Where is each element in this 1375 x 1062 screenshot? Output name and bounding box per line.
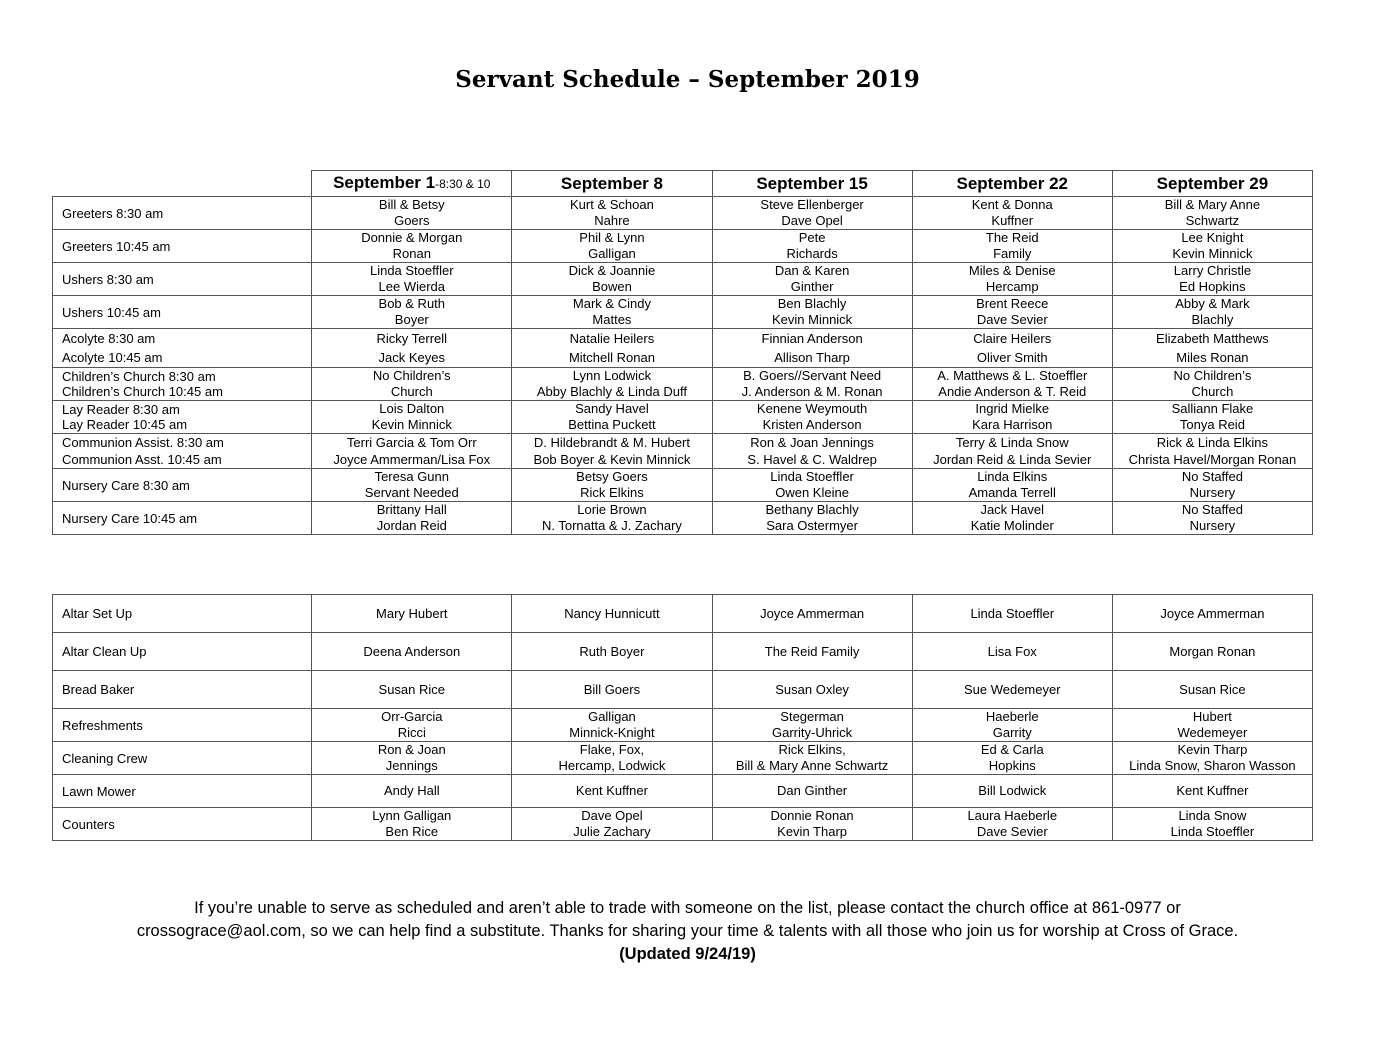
assignment-cell xyxy=(912,469,1112,502)
task-name: Ricci xyxy=(397,725,426,740)
assignment-name: A. Matthews & L. Stoeffler xyxy=(937,368,1088,383)
task-name: Deena Anderson xyxy=(363,643,461,659)
task-name: Wedemeyer xyxy=(1177,725,1248,740)
assignment-name: Church xyxy=(1191,384,1234,399)
assignment-name: Linda Stoeffler xyxy=(369,263,454,278)
task-name: Kent Kuffner xyxy=(1176,783,1249,798)
assignment-name: D. Hildebrandt & M. Hubert xyxy=(533,435,690,450)
task-cell xyxy=(912,775,1112,808)
assignment-name: Andie Anderson & T. Reid xyxy=(938,384,1087,399)
assignment-name: Mitchell Ronan xyxy=(568,350,655,365)
assignment-cell xyxy=(1112,230,1312,263)
role-label-line: Nursery Care 10:45 am xyxy=(62,510,198,526)
task-cell xyxy=(312,808,512,841)
assignment-name: Kara Harrison xyxy=(972,417,1053,432)
assignment-name: J. Anderson & M. Ronan xyxy=(741,384,883,399)
role-label-line: Communion Assist. 8:30 am xyxy=(62,435,224,450)
assignment-cell xyxy=(712,469,912,502)
task-cell xyxy=(912,595,1112,633)
assignment-name: Miles & Denise xyxy=(968,263,1056,278)
assignment-cell xyxy=(1112,368,1312,401)
task-row xyxy=(53,742,1313,775)
assignment-cell xyxy=(512,401,712,434)
header-date: September 22 xyxy=(912,171,1112,197)
assignment-name: Katie Molinder xyxy=(970,518,1054,533)
assignment-cell xyxy=(312,230,512,263)
assignment-name: Ingrid Mielke xyxy=(975,401,1050,416)
task-cell xyxy=(712,595,912,633)
assignment-cell xyxy=(312,263,512,296)
task-row xyxy=(53,775,1313,808)
assignment-name: Lee Knight xyxy=(1181,230,1244,245)
task-cell xyxy=(1112,633,1312,671)
footer-line: crossograce@aol.com, so we can help find a substitute. Thanks for sharing your time & talents with all those who join us for worship at Cross of Grace. xyxy=(136,922,1239,940)
assignment-cell xyxy=(1112,502,1312,535)
footer-note xyxy=(0,897,1375,966)
task-name: Susan Rice xyxy=(378,681,446,697)
assignment-name: Brent Reece xyxy=(976,296,1049,311)
task-cell xyxy=(912,633,1112,671)
assignment-name: Rick Elkins xyxy=(580,485,644,500)
task-name: Ruth Boyer xyxy=(579,643,645,659)
task-cell xyxy=(512,742,712,775)
assignment-cell xyxy=(512,434,712,469)
task-name: Linda Snow xyxy=(1178,808,1247,823)
assignment-cell xyxy=(912,296,1112,329)
assignment-name: Family xyxy=(993,246,1032,261)
task-cell xyxy=(512,633,712,671)
task-label: Counters xyxy=(53,808,312,841)
task-cell xyxy=(512,595,712,633)
assignment-name: Terri Garcia & Tom Orr xyxy=(346,435,477,450)
assignment-name: Ed Hopkins xyxy=(1179,279,1246,294)
schedule-row xyxy=(53,368,1313,401)
role-label xyxy=(53,368,312,401)
assignment-cell xyxy=(912,197,1112,230)
task-cell xyxy=(712,775,912,808)
assignment-name: Linda Elkins xyxy=(977,469,1048,484)
assignment-name: Finnian Anderson xyxy=(761,331,863,346)
role-label xyxy=(53,401,312,434)
schedule-row xyxy=(53,469,1313,502)
task-name: Hubert xyxy=(1192,709,1232,724)
task-name: Joyce Ammerman xyxy=(760,605,865,621)
task-name: Morgan Ronan xyxy=(1169,643,1256,659)
assignment-name: Nursery xyxy=(1189,485,1236,500)
assignment-name: Schwartz xyxy=(1185,213,1240,228)
task-label: Altar Set Up xyxy=(53,595,312,633)
assignment-cell xyxy=(312,368,512,401)
assignment-name: Christa Havel/Morgan Ronan xyxy=(1128,452,1297,467)
assignment-name: No Children’s xyxy=(372,368,451,383)
assignment-name: Bill & Betsy xyxy=(378,197,445,212)
task-name: Garrity xyxy=(992,725,1032,740)
task-row xyxy=(53,671,1313,709)
role-label-line: Nursery Care 8:30 am xyxy=(62,477,190,493)
role-label-line: Ushers 10:45 am xyxy=(62,304,161,320)
assignment-cell xyxy=(512,230,712,263)
assignment-cell xyxy=(1112,197,1312,230)
task-cell xyxy=(312,671,512,709)
assignment-name: Allison Tharp xyxy=(774,350,850,365)
role-label-line: Greeters 10:45 am xyxy=(62,238,171,254)
task-cell xyxy=(312,709,512,742)
task-name: Joyce Ammerman xyxy=(1160,605,1265,621)
task-name: Flake, Fox, xyxy=(579,742,645,757)
task-name: Galligan xyxy=(588,709,636,724)
role-label xyxy=(53,197,312,230)
assignment-name: Dick & Joannie xyxy=(568,263,656,278)
schedule-row xyxy=(53,434,1313,469)
task-name: Susan Oxley xyxy=(775,681,849,697)
task-cell xyxy=(912,808,1112,841)
task-cell xyxy=(1112,742,1312,775)
assignment-name: Kevin Minnick xyxy=(371,417,452,432)
task-row xyxy=(53,808,1313,841)
task-cell xyxy=(912,671,1112,709)
assignment-name: Sara Ostermyer xyxy=(766,518,858,533)
assignment-name: No Children’s xyxy=(1173,368,1252,383)
assignment-cell xyxy=(712,401,912,434)
assignment-name: Natalie Heilers xyxy=(569,331,655,346)
task-name: Mary Hubert xyxy=(376,605,448,621)
assignment-name: Ginther xyxy=(790,279,834,294)
assignment-name: Bob & Ruth xyxy=(378,296,446,311)
assignment-name: Larry Christle xyxy=(1173,263,1252,278)
assignment-cell xyxy=(1112,434,1312,469)
task-name: Hopkins xyxy=(988,758,1036,773)
assignment-cell xyxy=(712,296,912,329)
header-blank xyxy=(53,171,312,197)
assignment-name: No Staffed xyxy=(1181,469,1244,484)
task-cell xyxy=(312,775,512,808)
task-cell xyxy=(1112,775,1312,808)
assignment-cell xyxy=(712,434,912,469)
assignment-name: N. Tornatta & J. Zachary xyxy=(541,518,682,533)
assignment-name: Church xyxy=(390,384,433,399)
role-label xyxy=(53,230,312,263)
schedule-row xyxy=(53,197,1313,230)
updated-date: (Updated 9/24/19) xyxy=(619,945,756,963)
task-row xyxy=(53,633,1313,671)
assignment-name: Sandy Havel xyxy=(575,401,649,416)
assignment-cell xyxy=(912,368,1112,401)
task-cell xyxy=(512,709,712,742)
assignment-name: Bettina Puckett xyxy=(568,417,656,432)
task-cell xyxy=(912,742,1112,775)
task-cell xyxy=(712,709,912,742)
task-name: Dave Opel xyxy=(581,808,643,823)
task-label: Altar Clean Up xyxy=(53,633,312,671)
assignment-cell xyxy=(912,263,1112,296)
task-name: Dave Sevier xyxy=(976,824,1048,839)
assignment-cell xyxy=(312,469,512,502)
assignment-name: Kurt & Schoan xyxy=(570,197,654,212)
role-label xyxy=(53,263,312,296)
assignment-cell xyxy=(1112,401,1312,434)
schedule-row xyxy=(53,329,1313,368)
assignment-cell xyxy=(712,197,912,230)
assignment-cell xyxy=(512,263,712,296)
assignment-cell xyxy=(1112,296,1312,329)
schedule-row xyxy=(53,230,1313,263)
assignment-name: Kenene Weymouth xyxy=(756,401,868,416)
task-name: Nancy Hunnicutt xyxy=(564,605,660,621)
assignment-cell xyxy=(1112,469,1312,502)
header-date: September 1-8:30 & 10 xyxy=(312,171,512,197)
task-label: Bread Baker xyxy=(53,671,312,709)
assignment-name: Goers xyxy=(394,213,430,228)
role-label-line: Ushers 8:30 am xyxy=(62,271,154,287)
tasks-table xyxy=(52,594,1313,841)
assignment-name: No Staffed xyxy=(1181,502,1244,517)
assignment-name: Elizabeth Matthews xyxy=(1156,331,1269,346)
assignment-name: Oliver Smith xyxy=(976,350,1048,365)
assignment-cell xyxy=(912,401,1112,434)
assignment-name: The Reid xyxy=(985,230,1039,245)
assignment-name: Dave Sevier xyxy=(976,312,1048,327)
assignment-name: Kevin Minnick xyxy=(771,312,853,327)
assignment-cell xyxy=(312,502,512,535)
task-name: The Reid Family xyxy=(764,643,860,659)
task-row xyxy=(53,709,1313,742)
task-cell xyxy=(512,808,712,841)
role-label xyxy=(53,469,312,502)
assignment-cell xyxy=(712,230,912,263)
assignment-name: Linda Stoeffler xyxy=(770,469,854,484)
assignment-cell xyxy=(512,502,712,535)
task-name: Linda Stoeffler xyxy=(1170,824,1255,839)
assignment-cell xyxy=(512,197,712,230)
role-label-line: Greeters 8:30 am xyxy=(62,205,164,221)
task-name: Kevin Tharp xyxy=(1177,742,1248,757)
assignment-name: Amanda Terrell xyxy=(968,485,1056,500)
assignment-name: Galligan xyxy=(588,246,636,261)
task-name: Orr-Garcia xyxy=(381,709,443,724)
assignment-name: Phil & Lynn xyxy=(579,230,645,245)
task-name: Jennings xyxy=(385,758,438,773)
task-name: Lisa Fox xyxy=(987,643,1037,659)
task-label: Refreshments xyxy=(53,709,312,742)
assignment-name: Tonya Reid xyxy=(1179,417,1245,432)
assignment-name: Nahre xyxy=(594,213,630,228)
assignment-cell xyxy=(1112,263,1312,296)
header-row xyxy=(53,171,1313,197)
task-name: Kevin Tharp xyxy=(777,824,848,839)
assignment-cell xyxy=(512,296,712,329)
assignment-name: Bob Boyer & Kevin Minnick xyxy=(533,452,691,467)
assignment-name: Ronan xyxy=(392,246,431,261)
header-date: September 29 xyxy=(1112,171,1312,197)
assignment-name: Blachly xyxy=(1191,312,1234,327)
assignment-name: Betsy Goers xyxy=(576,469,648,484)
assignment-name: Servant Needed xyxy=(364,485,459,500)
role-label xyxy=(53,296,312,329)
task-name: Ron & Joan xyxy=(377,742,446,757)
task-name: Sue Wedemeyer xyxy=(963,681,1061,697)
schedule-row xyxy=(53,401,1313,434)
role-label xyxy=(53,502,312,535)
assignment-name: Kristen Anderson xyxy=(762,417,862,432)
task-name: Bill & Mary Anne Schwartz xyxy=(735,758,889,773)
assignment-name: Kevin Minnick xyxy=(1172,246,1253,261)
schedule-table xyxy=(52,170,1313,535)
role-label-line: Communion Asst. 10:45 am xyxy=(62,452,222,467)
assignment-name: Nursery xyxy=(1189,518,1236,533)
task-name: Bill Lodwick xyxy=(978,783,1047,798)
task-cell xyxy=(1112,595,1312,633)
assignment-name: Bill & Mary Anne xyxy=(1164,197,1261,212)
task-name: Kent Kuffner xyxy=(575,783,648,798)
assignment-cell xyxy=(712,329,912,368)
assignment-name: Lee Wierda xyxy=(378,279,446,294)
assignment-name: Abby Blachly & Linda Duff xyxy=(536,384,687,399)
task-name: Linda Snow, Sharon Wasson xyxy=(1129,758,1296,773)
assignment-name: Mattes xyxy=(592,312,632,327)
header-date: September 15 xyxy=(712,171,912,197)
assignment-name: Salliann Flake xyxy=(1171,401,1254,416)
task-cell xyxy=(312,595,512,633)
assignment-name: Abby & Mark xyxy=(1175,296,1250,311)
assignment-cell xyxy=(1112,329,1312,368)
assignment-cell xyxy=(512,329,712,368)
role-label-line: Lay Reader 8:30 am xyxy=(62,402,180,417)
assignment-name: Kuffner xyxy=(991,213,1034,228)
assignment-name: Claire Heilers xyxy=(973,331,1052,346)
task-cell xyxy=(312,633,512,671)
assignment-name: Lorie Brown xyxy=(577,502,647,517)
task-name: Andy Hall xyxy=(383,783,440,798)
assignment-name: Miles Ronan xyxy=(1176,350,1249,365)
assignment-name: Joyce Ammerman/Lisa Fox xyxy=(333,452,491,467)
role-label xyxy=(53,329,312,368)
assignment-name: Jack Havel xyxy=(980,502,1045,517)
task-name: Julie Zachary xyxy=(573,824,651,839)
task-name: Rick Elkins, xyxy=(778,742,846,757)
assignment-name: Teresa Gunn xyxy=(374,469,449,484)
assignment-name: Bowen xyxy=(592,279,632,294)
footer-line: If you’re unable to serve as scheduled and aren’t able to trade with someone on the list, please contact the church office at 861-0977 or xyxy=(194,899,1181,917)
assignment-name: Brittany Hall xyxy=(376,502,447,517)
assignment-name: Donnie & Morgan xyxy=(361,230,463,245)
assignment-name: Ron & Joan Jennings xyxy=(750,435,874,450)
assignment-name: Mark & Cindy xyxy=(572,296,651,311)
task-cell xyxy=(1112,808,1312,841)
task-name: Dan Ginther xyxy=(777,783,848,798)
task-name: Minnick-Knight xyxy=(569,725,655,740)
assignment-name: Owen Kleine xyxy=(775,485,849,500)
role-label xyxy=(53,434,312,469)
assignment-cell xyxy=(712,368,912,401)
task-name: Laura Haeberle xyxy=(967,808,1058,823)
assignment-name: Boyer xyxy=(394,312,429,327)
assignment-cell xyxy=(912,502,1112,535)
assignment-name: Bethany Blachly xyxy=(765,502,859,517)
schedule-row xyxy=(53,296,1313,329)
assignment-cell xyxy=(912,230,1112,263)
assignment-name: Jordan Reid xyxy=(376,518,447,533)
assignment-name: Steve Ellenberger xyxy=(760,197,864,212)
assignment-cell xyxy=(912,329,1112,368)
assignment-name: Jack Keyes xyxy=(378,350,446,365)
task-cell xyxy=(1112,671,1312,709)
role-label-line: Acolyte 8:30 am xyxy=(62,331,156,346)
task-name: Susan Rice xyxy=(1179,681,1246,697)
assignment-cell xyxy=(512,469,712,502)
assignment-name: Kent & Donna xyxy=(971,197,1053,212)
task-cell xyxy=(512,775,712,808)
task-cell xyxy=(1112,709,1312,742)
assignment-name: S. Havel & C. Waldrep xyxy=(747,452,877,467)
assignment-cell xyxy=(312,296,512,329)
schedule-row xyxy=(53,263,1313,296)
task-label: Cleaning Crew xyxy=(53,742,312,775)
assignment-cell xyxy=(712,502,912,535)
task-cell xyxy=(512,671,712,709)
assignment-name: Richards xyxy=(786,246,838,261)
assignment-name: Ricky Terrell xyxy=(376,331,448,346)
task-name: Linda Stoeffler xyxy=(970,605,1055,621)
header-date: September 8 xyxy=(512,171,712,197)
assignment-cell xyxy=(912,434,1112,469)
task-cell xyxy=(712,742,912,775)
assignment-name: Lois Dalton xyxy=(379,401,445,416)
assignment-cell xyxy=(312,401,512,434)
task-name: Lynn Galligan xyxy=(372,808,452,823)
task-label: Lawn Mower xyxy=(53,775,312,808)
assignment-cell xyxy=(312,197,512,230)
assignment-cell xyxy=(312,329,512,368)
task-name: Stegerman xyxy=(780,709,844,724)
task-name: Haeberle xyxy=(985,709,1039,724)
role-label-line: Children’s Church 10:45 am xyxy=(62,384,223,399)
task-name: Donnie Ronan xyxy=(770,808,854,823)
assignment-name: Hercamp xyxy=(985,279,1039,294)
page-title: Servant Schedule – September 2019 xyxy=(455,66,920,93)
task-name: Bill Goers xyxy=(583,681,641,697)
assignment-name: Terry & Linda Snow xyxy=(955,435,1069,450)
assignment-name: Jordan Reid & Linda Sevier xyxy=(933,452,1092,467)
task-name: Garrity-Uhrick xyxy=(772,725,853,740)
assignment-cell xyxy=(512,368,712,401)
task-cell xyxy=(712,808,912,841)
role-label-line: Lay Reader 10:45 am xyxy=(62,417,188,432)
assignment-name: Pete xyxy=(798,230,826,245)
schedule-row xyxy=(53,502,1313,535)
assignment-name: Dave Opel xyxy=(781,213,843,228)
assignment-cell xyxy=(312,434,512,469)
assignment-name: Ben Blachly xyxy=(777,296,847,311)
assignment-name: Dan & Karen xyxy=(774,263,850,278)
assignment-cell xyxy=(712,263,912,296)
assignment-name: Rick & Linda Elkins xyxy=(1156,435,1269,450)
task-name: Ben Rice xyxy=(385,824,439,839)
task-cell xyxy=(312,742,512,775)
task-cell xyxy=(912,709,1112,742)
assignment-name: Lynn Lodwick xyxy=(572,368,652,383)
task-row xyxy=(53,595,1313,633)
task-cell xyxy=(712,633,912,671)
task-name: Ed & Carla xyxy=(980,742,1044,757)
task-name: Hercamp, Lodwick xyxy=(558,758,666,773)
role-label-line: Children’s Church 8:30 am xyxy=(62,369,216,384)
role-label-line: Acolyte 10:45 am xyxy=(62,350,163,365)
assignment-name: B. Goers//Servant Need xyxy=(743,368,882,383)
task-cell xyxy=(712,671,912,709)
